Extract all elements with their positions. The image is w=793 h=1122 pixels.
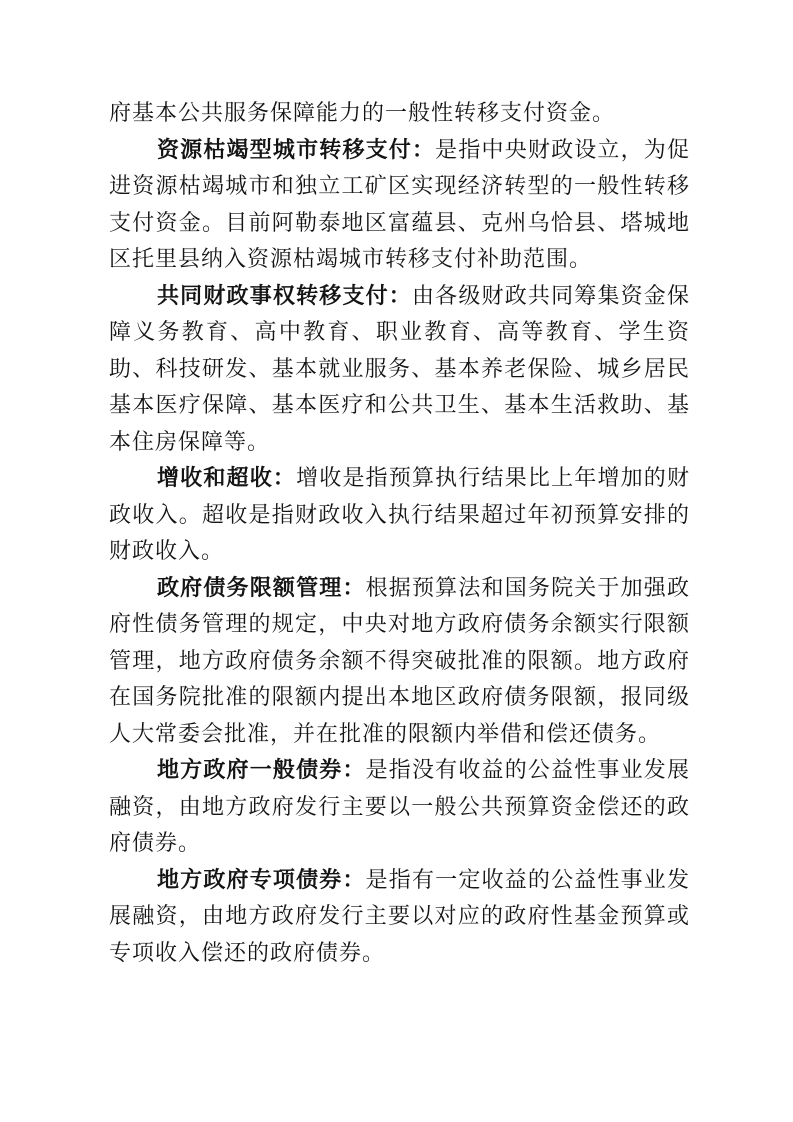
term-paragraph-local-government-general-bonds — [109, 752, 690, 862]
term-paragraph-shared-fiscal-authority-transfer — [109, 278, 690, 461]
term-definition: 是指有一定收益的公益性事业发展融资，由地方政府发行主要以对应的政府性基金预算或专项收入偿还的政府债券。 — [109, 866, 690, 965]
term-label: 政府债务限额管理： — [157, 574, 366, 600]
term-label: 增收和超收： — [157, 465, 297, 490]
term-label: 资源枯竭型城市转移支付： — [157, 136, 436, 162]
term-definition: 是指中央财政设立，为促进资源枯竭城市和独立工矿区实现经济转型的一般性转移支付资金。目前阿勒泰地区富蕴县、克州乌恰县、塔城地区托里县纳入资源枯竭城市转移支付补助范围。 — [109, 136, 690, 271]
paragraph-text: 府基本公共服务保障能力的一般性转移支付资金。 — [109, 100, 616, 125]
term-definition: 增收是指预算执行结果比上年增加的财政收入。超收是指财政收入执行结果超过年初预算安排的财政收入。 — [109, 465, 690, 563]
term-paragraph-resource-depleted-city-transfer — [109, 132, 690, 278]
term-definition: 根据预算法和国务院关于加强政府性债务管理的规定，中央对地方政府债务余额实行限额管理，地方政府债务余额不得突破批准的限额。地方政府在国务院批准的限额内提出本地区政府债务限额，报同级人大常委会批准，并在批准的限额内举借和偿还债务。 — [109, 574, 690, 746]
term-label: 共同财政事权转移支付： — [157, 282, 412, 308]
term-label: 地方政府一般债券： — [157, 757, 366, 782]
paragraph-continuation — [109, 95, 690, 132]
text-content — [109, 95, 690, 971]
term-paragraph-local-government-special-bonds — [109, 862, 690, 972]
term-paragraph-revenue-increase-surplus — [109, 460, 690, 570]
term-definition: 由各级财政共同筹集资金保障义务教育、高中教育、职业教育、高等教育、学生资助、科技研发、基本就业服务、基本养老保险、城乡居民基本医疗保障、基本医疗和公共卫生、基本生活救助、基本住房保障等。 — [109, 282, 690, 454]
term-label: 地方政府专项债券： — [157, 866, 366, 892]
term-definition: 是指没有收益的公益性事业发展融资，由地方政府发行主要以一般公共预算资金偿还的政府债券。 — [109, 757, 690, 855]
term-paragraph-government-debt-limit-management — [109, 570, 690, 753]
